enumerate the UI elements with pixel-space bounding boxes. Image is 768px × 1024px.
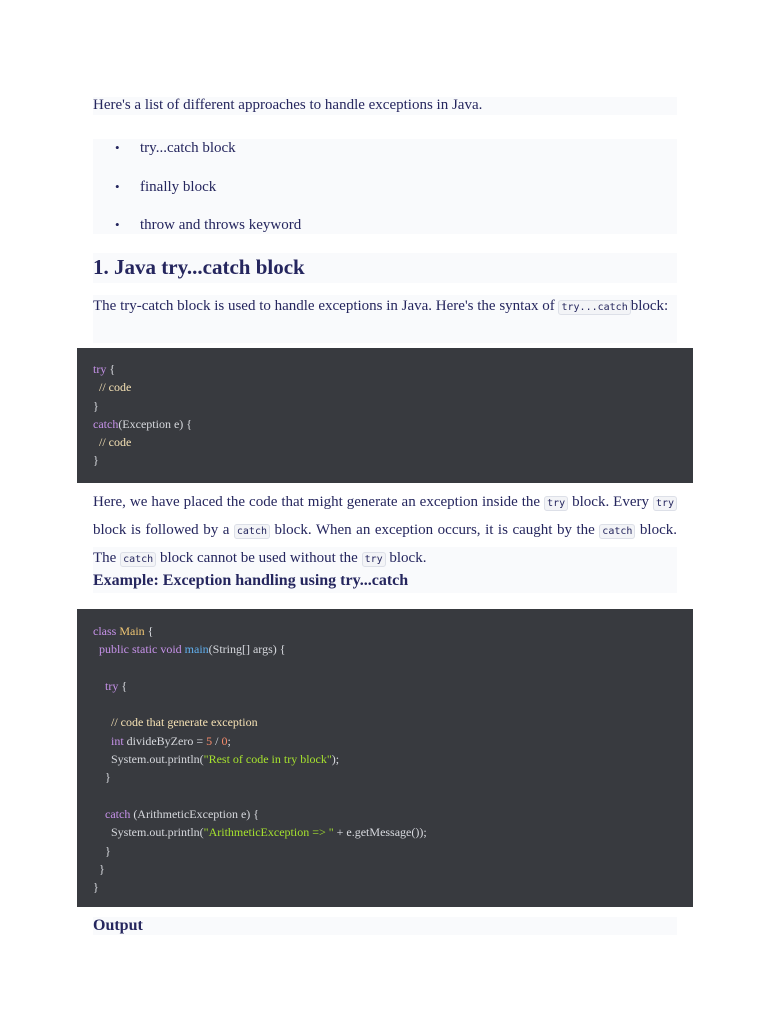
inline-code: try — [653, 496, 677, 511]
paragraph-text: block. The — [93, 522, 677, 566]
syntax-paragraph — [93, 293, 677, 321]
inline-code: try — [544, 496, 568, 511]
intro-text: Here's a list of different approaches to handle exceptions in Java. — [93, 97, 483, 113]
code-class-name: Main — [119, 624, 145, 638]
code-text: ); — [331, 752, 340, 767]
code-string: "ArithmeticException => " — [203, 825, 334, 840]
syntax-code-block — [77, 348, 693, 483]
code-keyword: try — [93, 678, 119, 693]
inline-code: catch — [234, 524, 270, 539]
code-text: } — [93, 880, 99, 895]
paragraph-text: block: — [630, 298, 669, 314]
code-text: } — [93, 861, 105, 876]
inline-code: catch — [599, 524, 635, 539]
paragraph-text: block is followed by a — [93, 522, 230, 538]
code-keyword: catch — [93, 806, 131, 821]
paragraph-text: Here, we have placed the code that might generate an exception inside the — [93, 494, 541, 510]
code-number: 5 — [206, 733, 213, 748]
section-title: 1. Java try...catch block — [93, 255, 305, 279]
code-comment: // code — [93, 380, 132, 395]
code-text: (ArithmeticException e) { — [130, 806, 260, 821]
inline-code: try — [362, 552, 386, 567]
paragraph-text: block cannot be used without the — [159, 550, 358, 566]
code-text: { — [118, 678, 128, 693]
code-text: divideByZero = — [123, 733, 207, 748]
output-background — [93, 917, 677, 935]
paragraph-text: block. — [389, 550, 427, 566]
code-keyword: class — [93, 624, 117, 638]
code-text: { — [106, 362, 116, 376]
code-text: ; — [227, 733, 231, 748]
paragraph-text: block. When an exception occurs, it is caught by the — [274, 522, 595, 538]
code-text: + e.getMessage()); — [333, 825, 427, 840]
inline-code: try...catch — [558, 300, 630, 315]
code-keyword: try — [93, 362, 107, 376]
code-text: (Exception e) { — [118, 416, 193, 431]
code-keyword: int — [93, 733, 124, 748]
code-number: 0 — [221, 733, 228, 748]
approaches-list — [93, 139, 677, 255]
code-comment: // code — [93, 435, 132, 450]
list-item: • finally block — [93, 178, 677, 217]
code-string: "Rest of code in try block" — [203, 752, 332, 767]
code-function: main — [184, 642, 209, 657]
example-heading: Example: Exception handling using try...catch — [93, 572, 409, 589]
code-text: { — [144, 624, 154, 638]
code-comment: // code that generate exception — [93, 715, 258, 730]
code-text: } — [93, 453, 99, 468]
code-text: System.out.println( — [93, 825, 204, 840]
paragraph-text: block. Every — [572, 494, 649, 510]
inline-code: catch — [120, 552, 156, 567]
code-text: } — [93, 843, 111, 858]
code-text: System.out.println( — [93, 752, 204, 767]
code-text: (String[] args) { — [208, 642, 286, 657]
code-text: } — [93, 398, 99, 413]
paragraph-text: The try-catch block is used to handle exceptions in Java. Here's the syntax of — [93, 298, 555, 314]
list-item: • try...catch block — [93, 139, 677, 178]
code-keyword: public static void — [93, 642, 182, 657]
list-item: • throw and throws keyword — [93, 216, 677, 255]
example-code-block — [77, 609, 693, 907]
code-text: / — [212, 733, 222, 748]
explanation-paragraph — [93, 489, 677, 573]
code-text: } — [93, 770, 111, 785]
output-heading: Output — [93, 917, 143, 934]
code-keyword: catch — [93, 416, 119, 431]
